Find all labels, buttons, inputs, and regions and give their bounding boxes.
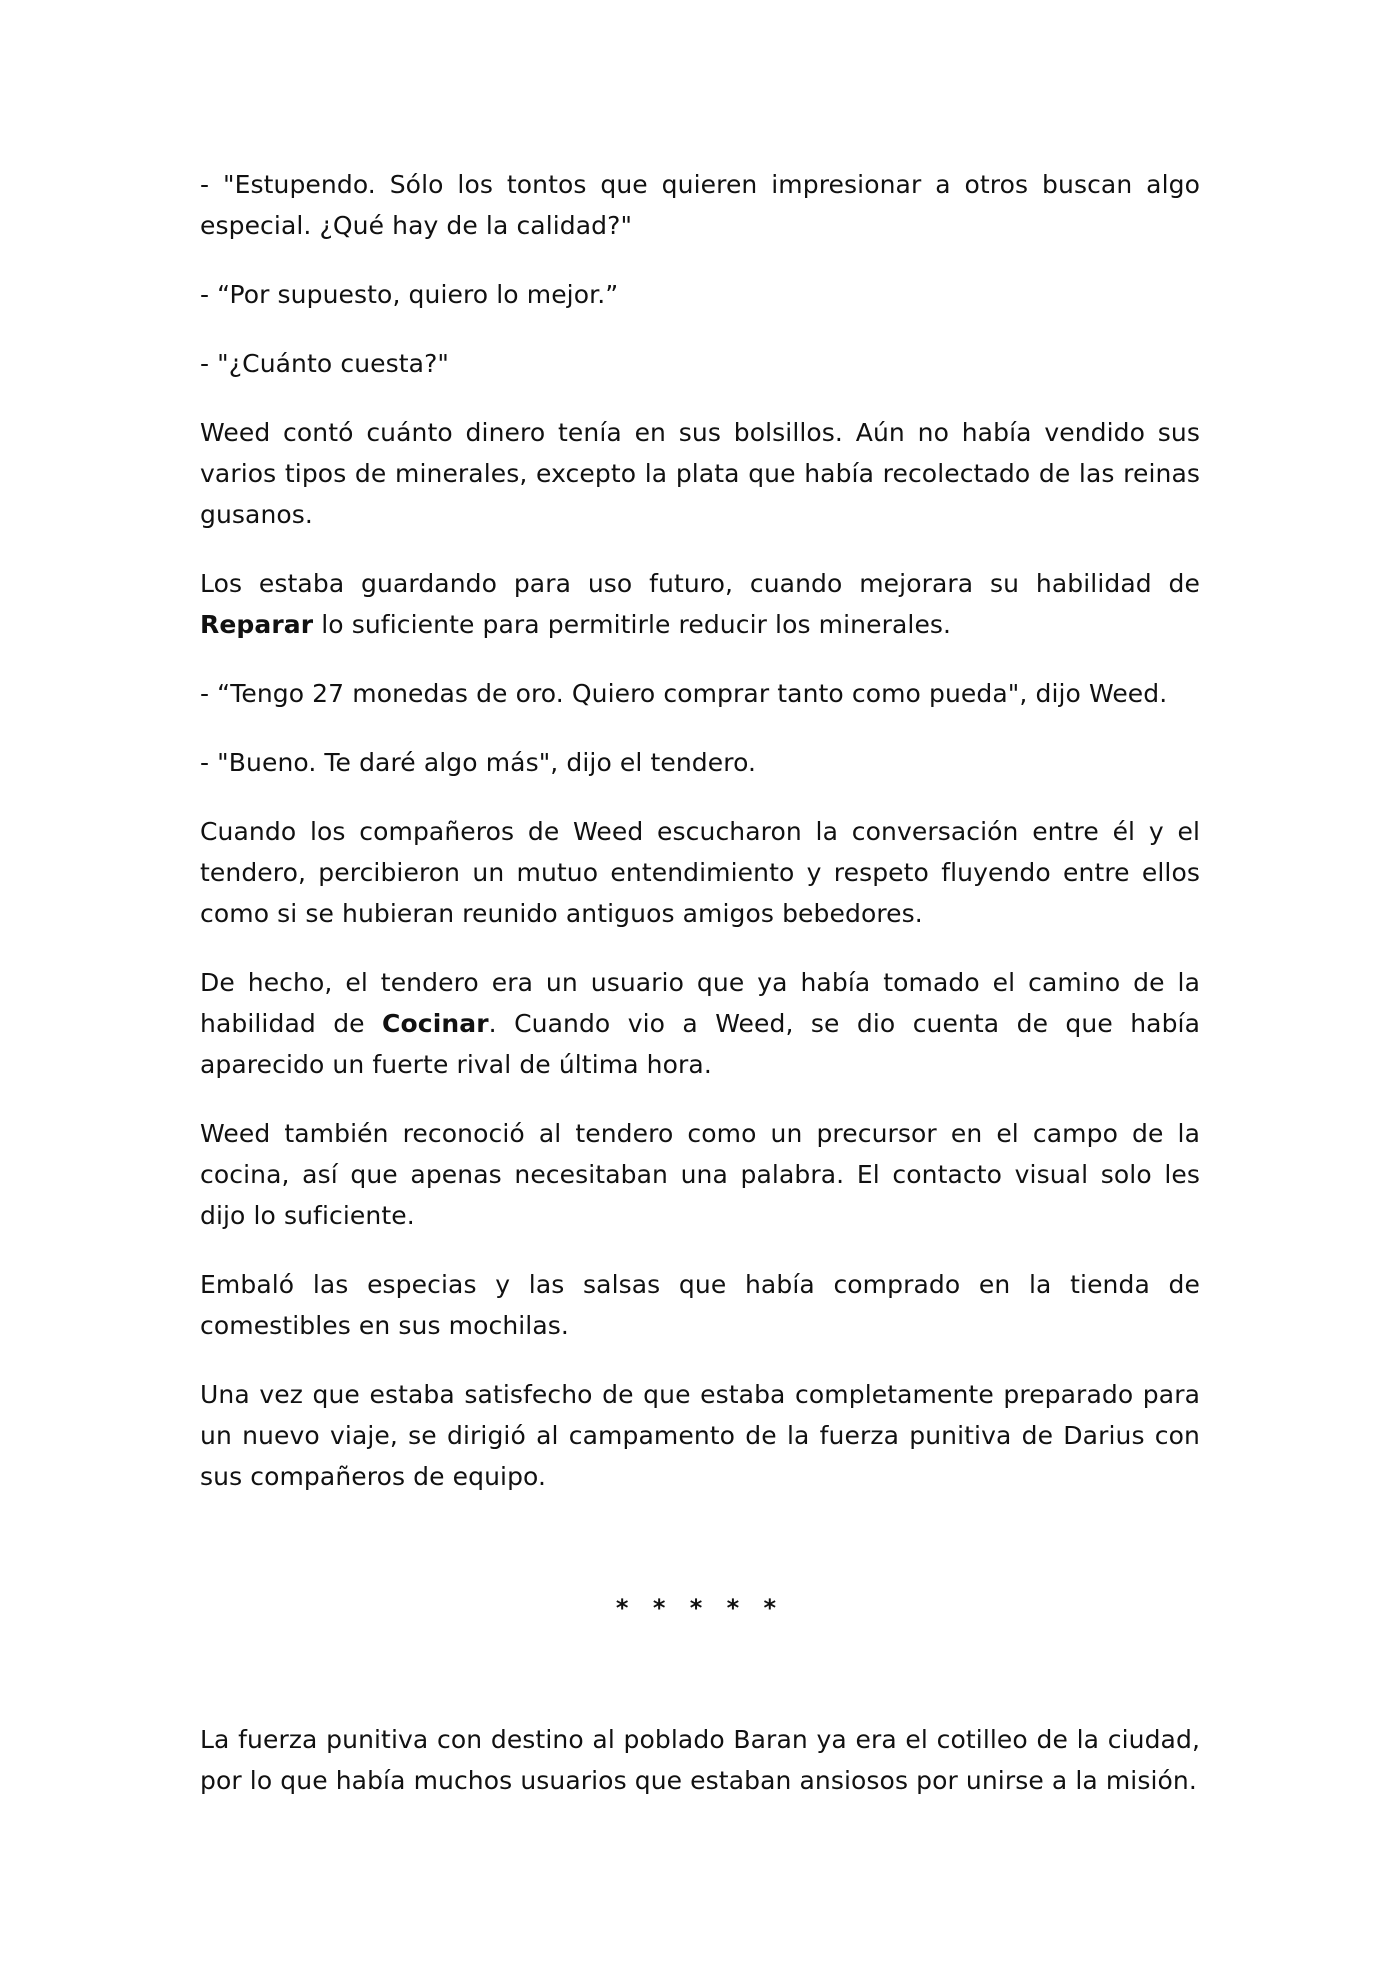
closing-paragraph: La fuerza punitiva con destino al poblado Baran ya era el cotilleo de la ciudad, por lo que había muchos usuarios que estaban ansiosos por unirse a la misión. (200, 1725, 1200, 1795)
paragraph-2: - “Por supuesto, quiero lo mejor.” (200, 280, 619, 309)
paragraph-3: - "¿Cuánto cuesta?" (200, 349, 450, 378)
paragraph-10: Weed también reconoció al tendero como un precursor en el campo de la cocina, así que apenas necesitaban una palabra. El contacto visual solo les dijo lo suficiente. (200, 1119, 1200, 1230)
paragraph-5-text-before: Los estaba guardando para uso futuro, cuando mejorara su habilidad de (200, 569, 1200, 598)
paragraph-9 (200, 962, 1200, 1085)
paragraph-6: - “Tengo 27 monedas de oro. Quiero comprar tanto como pueda", dijo Weed. (200, 679, 1168, 708)
paragraph-7: - "Bueno. Te daré algo más", dijo el tendero. (200, 748, 757, 777)
paragraph-12: Una vez que estaba satisfecho de que estaba completamente preparado para un nuevo viaje, se dirigió al campamento de la fuerza punitiva de Darius con sus compañeros de equipo. (200, 1380, 1200, 1491)
paragraph-9-text-before: De hecho, el tendero era un usuario que ya había tomado el camino de la habilidad de (200, 968, 1200, 1038)
paragraph-9-text-after: . Cuando vio a Weed, se dio cuenta de que había aparecido un fuerte rival de última hora. (200, 1009, 1201, 1079)
paragraph-5-text-after: lo suficiente para permitirle reducir los minerales. (313, 610, 952, 639)
paragraph-5 (200, 563, 1200, 645)
document-page (200, 164, 1200, 1829)
paragraph-1: - "Estupendo. Sólo los tontos que quieren impresionar a otros buscan algo especial. ¿Qué hay de la calidad?" (200, 170, 1200, 240)
paragraph-11: Embaló las especias y las salsas que había comprado en la tienda de comestibles en sus mochilas. (200, 1270, 1200, 1340)
skill-name-reparar: Reparar (200, 610, 314, 639)
paragraph-8: Cuando los compañeros de Weed escucharon la conversación entre él y el tendero, percibieron un mutuo entendimiento y respeto fluyendo entre ellos como si se hubieran reunido antiguos amigos bebedores. (200, 817, 1200, 928)
skill-name-cocinar: Cocinar (382, 1009, 489, 1038)
paragraph-4: Weed contó cuánto dinero tenía en sus bolsillos. Aún no había vendido sus varios tipos de minerales, excepto la plata que había recolectado de las reinas gusanos. (200, 418, 1200, 529)
scene-separator: * * * * * (615, 1594, 785, 1622)
